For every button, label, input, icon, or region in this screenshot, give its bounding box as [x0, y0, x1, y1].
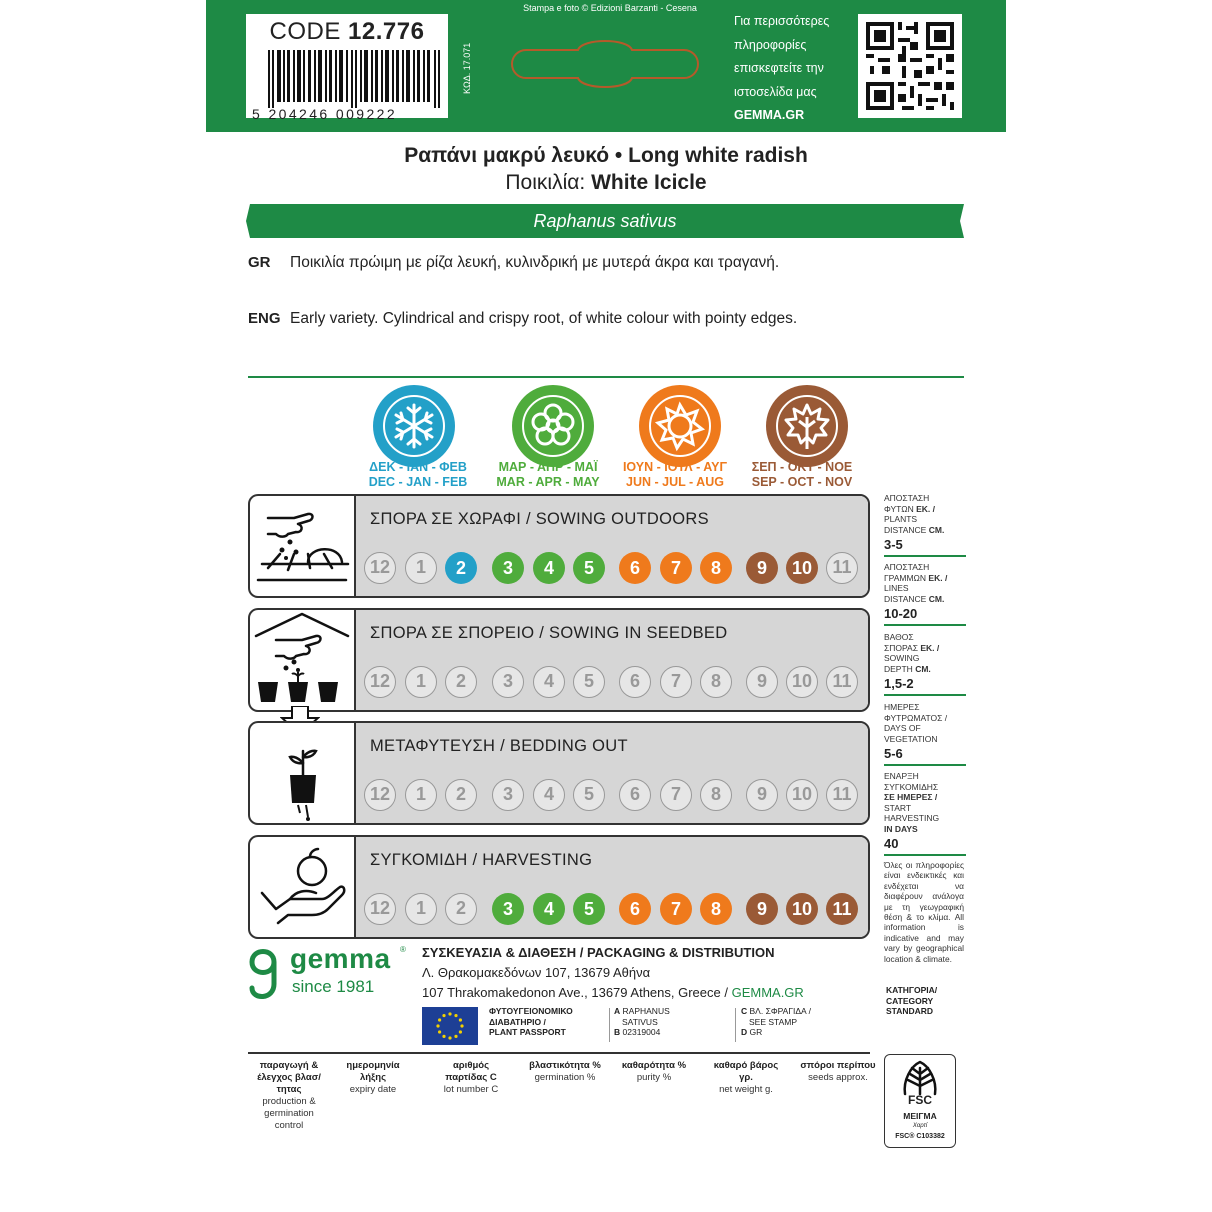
- category: ΚΑΤΗΓΟΡΙΑ/ CATEGORY STANDARD: [886, 985, 938, 1016]
- latin-name: Raphanus sativus: [533, 211, 677, 231]
- eu-flag-icon: [422, 1007, 478, 1045]
- season-spring: ΜΑΡ - ΑΠΡ - ΜΑΪ MAR - APR - MAY: [496, 460, 600, 489]
- passport-a-b: A RAPHANUS SATIVUS B 02319004: [614, 1006, 670, 1037]
- sowing-depth: ΒΑΘΟΣ ΣΠΟΡΑΣ ΕΚ. / SOWING DEPTH CM. 1,5-2: [884, 632, 966, 696]
- plants-distance: ΑΠΟΣΤΑΣΗ ΦΥΤΩΝ ΕΚ. / PLANTS DISTANCE CM. 3-5: [884, 493, 966, 557]
- month-circle: 9: [746, 552, 778, 584]
- month-circle: 5: [573, 779, 605, 811]
- month-circle: 3: [492, 666, 524, 698]
- plant-passport-label: ΦΥΤΟΥΓΕΙΟΝΟΜΙΚΟ ΔΙΑΒΑΤΗΡΙΟ / PLANT PASSPORT: [489, 1006, 573, 1037]
- days-of-vegetation: ΗΜΕΡΕΣ ΦΥΤΡΩΜΑΤΟΣ / DAYS OF VEGETATION 5-6: [884, 702, 966, 766]
- website-link-footer[interactable]: GEMMA.GR: [731, 985, 804, 1000]
- lang-eng: ENG: [248, 310, 281, 327]
- harvesting-icon: [250, 837, 354, 937]
- passport-c-d: C ΒΛ. ΣΦΡΑΓΙΔΑ / SEE STAMP D GR: [741, 1006, 811, 1037]
- fsc-badge: [884, 1054, 956, 1148]
- website-link[interactable]: GEMMA.GR: [734, 108, 805, 122]
- row-sowing-outdoors: [248, 494, 870, 598]
- qr-code-icon: [858, 14, 962, 118]
- description-gr: Ποικιλία πρώιμη με ρίζα λευκή, κυλινδρική με μυτερά άκρα και τραγανή.: [290, 254, 780, 271]
- row-separator: [354, 723, 356, 823]
- disclaimer-note: Όλες οι πληροφορίες είναι ενδεικτικές και ενδέχεται να διαφέρουν ανάλογα με τη γεωγραφική θέση & το κλίμα. All information is indicative and may vary by geographical location & climate.: [884, 860, 964, 964]
- month-circle: 4: [533, 552, 565, 584]
- month-circle: 12: [364, 552, 396, 584]
- season-autumn: ΣΕΠ - ΟΚΤ - ΝΟΕ SEP - OCT - NOV: [751, 460, 853, 489]
- month-circle: 9: [746, 893, 778, 925]
- gemma-logo-icon: [246, 946, 280, 1002]
- row-separator: [354, 610, 356, 710]
- month-circle: 2: [445, 666, 477, 698]
- product-title: Ραπάνι μακρύ λευκό • Long white radish: [404, 144, 808, 167]
- barcode: [268, 50, 440, 108]
- month-circle: 2: [445, 893, 477, 925]
- start-harvesting: ΕΝΑΡΞΗ ΣΥΓΚΟΜΙΔΗΣ ΣΕ ΗΜΕΡΕΣ / START HARVESTING IN DAYS 40: [884, 771, 966, 856]
- month-circle: 1: [405, 893, 437, 925]
- barcode-box: [246, 14, 448, 122]
- month-circle: 12: [364, 666, 396, 698]
- month-circle: 7: [660, 779, 692, 811]
- month-circle: 8: [700, 893, 732, 925]
- sowing-seedbed-icon: [250, 610, 354, 710]
- month-circle: 4: [533, 666, 565, 698]
- month-circle: 8: [700, 666, 732, 698]
- description-eng: Early variety. Cylindrical and crispy root, of white colour with pointy edges.: [290, 310, 798, 327]
- month-circle: 10: [786, 779, 818, 811]
- registered-mark: ®: [400, 945, 406, 954]
- passport-divider: [735, 1008, 736, 1042]
- col-expiry-date: ημερομηνία λήξης expiry date: [346, 1060, 400, 1095]
- month-circle: 2: [445, 779, 477, 811]
- month-circle: 11: [826, 552, 858, 584]
- month-circle: 5: [573, 552, 605, 584]
- row-label: ΣΠΟΡΑ ΣΕ ΧΩΡΑΦΙ / SOWING OUTDOORS: [370, 510, 709, 528]
- row-separator: [354, 837, 356, 937]
- season-winter: ΔΕΚ - ΙΑΝ - ΦΕΒ DEC - JAN - FEB: [368, 460, 468, 489]
- barcode-digits: 5 204246 009222: [252, 106, 397, 122]
- bottom-rule: [248, 1052, 870, 1054]
- col-seeds-approx: σπόροι περίπου seeds approx.: [800, 1060, 876, 1083]
- month-circle: 8: [700, 552, 732, 584]
- hanger-hole-outline: [498, 36, 712, 92]
- brand-since: since 1981: [292, 977, 375, 996]
- month-circle: 6: [619, 552, 651, 584]
- col-germination: βλαστικότητα % germination %: [529, 1060, 601, 1083]
- product-code: CODE 12.776: [269, 18, 425, 45]
- month-circle: 6: [619, 779, 651, 811]
- row-bedding-out: [248, 721, 870, 825]
- qr-code[interactable]: [858, 14, 962, 118]
- month-circle: 1: [405, 779, 437, 811]
- fsc-mix: ΜΕΙΓΜΑ: [903, 1111, 937, 1121]
- col-production-control: παραγωγή & έλεγχος βλασ/τητας production & germination control: [257, 1060, 321, 1131]
- month-circle: 4: [533, 779, 565, 811]
- month-circle: 6: [619, 893, 651, 925]
- more-info-text: Για περισσότερες πληροφορίες επισκεφτείτε την ιστοσελίδα μας GEMMA.GR: [734, 10, 856, 128]
- col-lot-number: αριθμός παρτίδας C lot number C: [443, 1060, 499, 1095]
- month-circle: 4: [533, 893, 565, 925]
- month-circle: 11: [826, 666, 858, 698]
- address-gr: Λ. Θρακομακεδόνων 107, 13679 Αθήνα: [422, 965, 651, 980]
- fsc-logo-text: FSC: [908, 1093, 932, 1107]
- packaging-title: ΣΥΣΚΕΥΑΣΙΑ & ΔΙΑΘΕΣΗ / PACKAGING & DISTRIBUTION: [422, 945, 775, 960]
- divider: [248, 376, 964, 378]
- month-circle: 2: [445, 552, 477, 584]
- internal-code: ΚΩΔ. 17.071: [462, 42, 472, 94]
- row-harvesting: [248, 835, 870, 939]
- month-circle: 3: [492, 893, 524, 925]
- fsc-code: FSC® C103382: [895, 1133, 945, 1140]
- season-summer: ΙΟΥΝ - ΙΟΥΛ - ΑΥΓ JUN - JUL - AUG: [622, 460, 728, 489]
- lang-gr: GR: [248, 254, 271, 271]
- month-circle: 9: [746, 666, 778, 698]
- row-label: ΣΥΓΚΟΜΙΔΗ / HARVESTING: [370, 851, 593, 869]
- snowflake-icon: [373, 385, 455, 467]
- month-circle: 10: [786, 552, 818, 584]
- address-en: 107 Thrakomakedonon Ave., 13679 Athens, Greece / GEMMA.GR: [422, 985, 804, 1000]
- leaf-icon: [766, 385, 848, 467]
- month-circle: 7: [660, 666, 692, 698]
- brand-name: gemma: [290, 943, 391, 974]
- month-circle: 11: [826, 779, 858, 811]
- month-circle: 11: [826, 893, 858, 925]
- col-purity: καθαρότητα % purity %: [621, 1060, 687, 1083]
- month-circle: 10: [786, 666, 818, 698]
- month-circle: 7: [660, 552, 692, 584]
- passport-divider: [609, 1008, 610, 1042]
- row-separator: [354, 496, 356, 596]
- month-circle: 8: [700, 779, 732, 811]
- col-net-weight: καθαρό βάρος γρ. net weight g.: [713, 1060, 779, 1095]
- fsc-paper: Χαρτί: [912, 1123, 928, 1129]
- month-circle: 12: [364, 779, 396, 811]
- month-circle: 10: [786, 893, 818, 925]
- flower-icon: [512, 385, 594, 467]
- bedding-out-icon: [250, 723, 354, 823]
- month-circle: 3: [492, 552, 524, 584]
- month-circle: 1: [405, 666, 437, 698]
- month-circle: 5: [573, 893, 605, 925]
- month-circle: 9: [746, 779, 778, 811]
- variety-line: Ποικιλία: White Icicle: [505, 171, 707, 194]
- row-label: ΣΠΟΡΑ ΣΕ ΣΠΟΡΕΙΟ / SOWING IN SEEDBED: [370, 624, 728, 642]
- month-circle: 1: [405, 552, 437, 584]
- row-sowing-seedbed: [248, 608, 870, 712]
- month-circle: 12: [364, 893, 396, 925]
- month-circle: 5: [573, 666, 605, 698]
- row-label: ΜΕΤΑΦΥΤΕΥΣΗ / BEDDING OUT: [370, 737, 628, 755]
- lines-distance: ΑΠΟΣΤΑΣΗ ΓΡΑΜΜΩΝ ΕΚ. / LINES DISTANCE CM. 10-20: [884, 562, 966, 626]
- month-circle: 3: [492, 779, 524, 811]
- fsc-tree-icon: [901, 1060, 939, 1096]
- print-credit: Stampa e foto © Edizioni Barzanti - Cesena: [523, 3, 697, 13]
- month-circle: 6: [619, 666, 651, 698]
- month-circle: 7: [660, 893, 692, 925]
- sun-icon: [639, 385, 721, 467]
- sowing-outdoors-icon: [250, 496, 354, 596]
